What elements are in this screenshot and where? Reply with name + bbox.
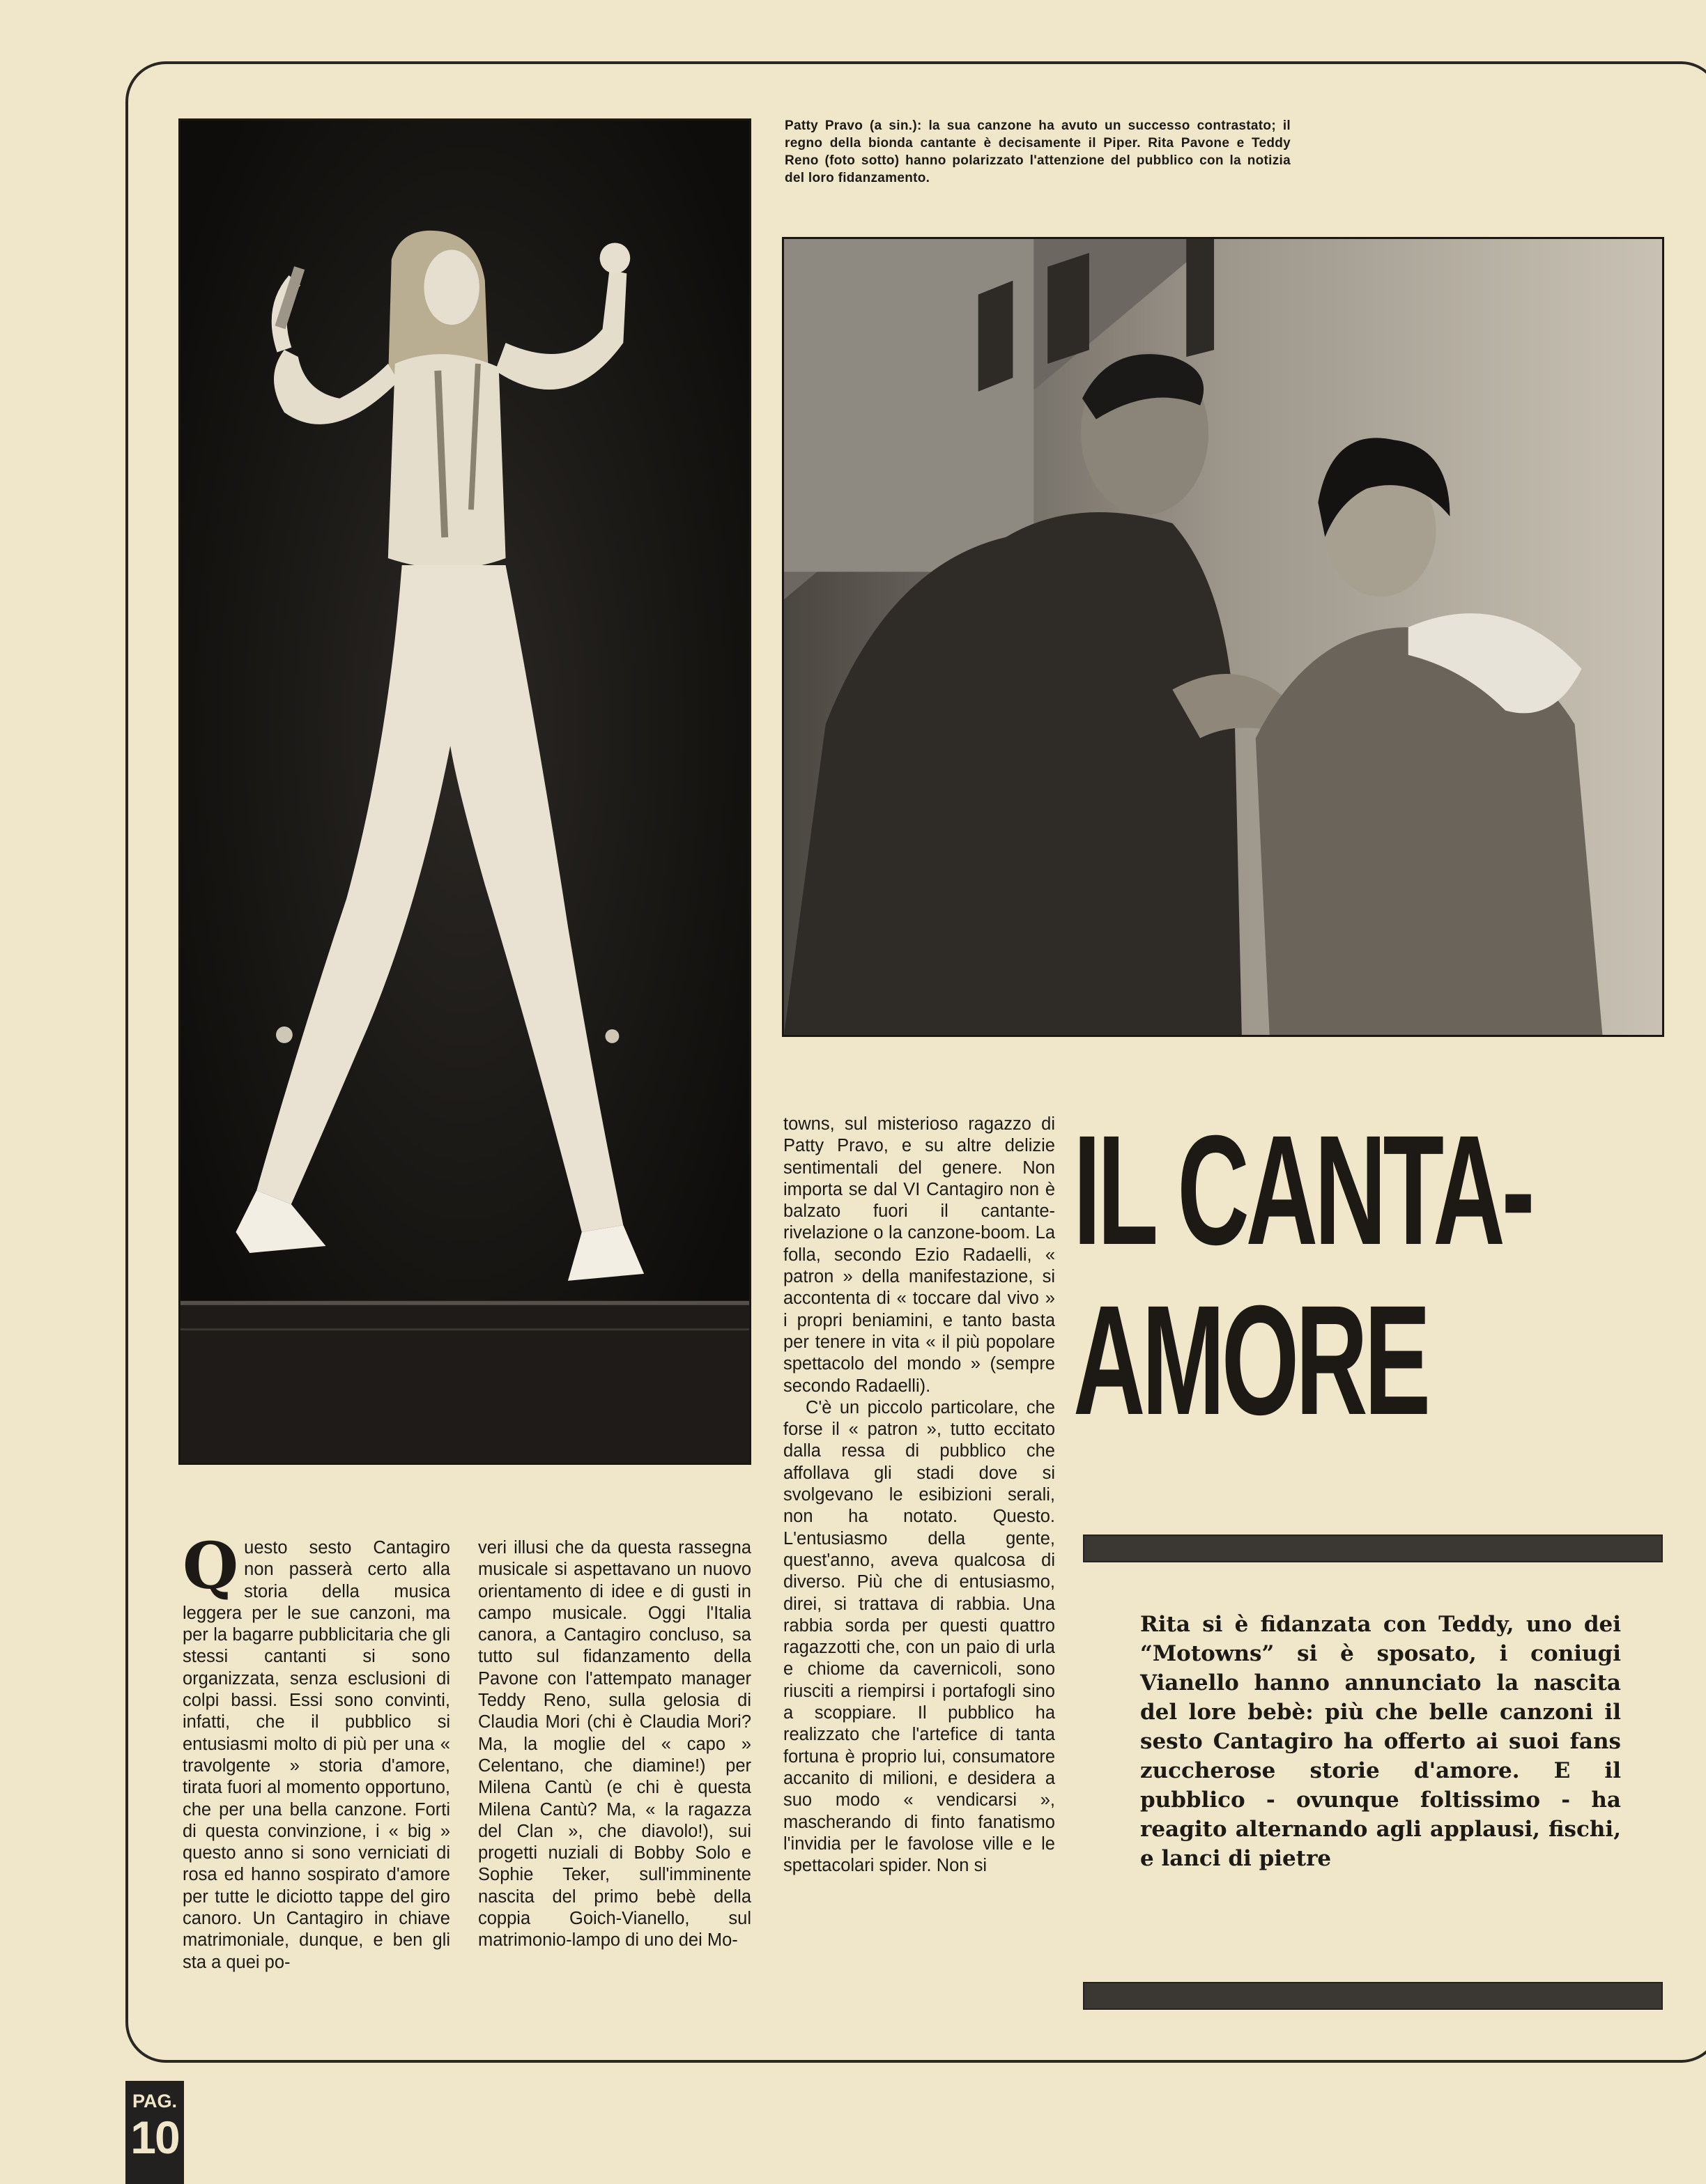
headline-line-1: IL CANTA- bbox=[1073, 1103, 1532, 1277]
rule-bar-top bbox=[1083, 1535, 1663, 1562]
article-column-2 bbox=[478, 1537, 751, 1952]
photo-caption: Patty Pravo (a sin.): la sua canzone ha avuto un successo contrastato; il regno della bionda cantante è decisamente il Piper. Rita Pavone e Teddy Reno (foto sotto) hanno polarizzato l'attenzione del pubblico con la notizia del loro fidanzamento. bbox=[785, 118, 1291, 185]
drop-cap: Q bbox=[183, 1528, 239, 1604]
page-number: 10 bbox=[130, 2112, 179, 2163]
page-number-tab bbox=[125, 2081, 184, 2184]
article-column-1 bbox=[183, 1528, 450, 1974]
article-column-3-paragraph-1: towns, sul misterioso ragazzo di Patty Pravo, e su altre delizie sentimentali del genere. Non importa se dal VI Cantagiro non è balzato fuori il cantante-rivelazione o la canzone-boom. La folla, secondo Ezio Radaelli, « patron » della manifestazione, si accontenta di « toccare dal vivo » i propri beniamini, e tanto basta per tenere in vita « il più popolare spettacolo del mondo » (sempre secondo Radaelli). bbox=[783, 1114, 1055, 1396]
article-column-2-text: veri illusi che da questa rassegna musicale si aspettavano un nuovo orientamento di idee e di gusti in campo musicale. Oggi l'Italia canora, a Cantagiro concluso, sa tutto sul fidanzamento della Pavone con l'attempato manager Teddy Reno, sulla gelosia di Claudia Mori (chi è Claudia Mori? Ma, la moglie del « capo » Celentano, che diamine!) per Milena Cantù (e chi è questa Milena Cantù? Ma, « la ragazza del Clan », che diavolo!), sui progetti nuziali di Bobby Solo e Sophie Teker, sull'imminente nascita del primo bebè della coppia Goich-Vianello, sul matrimonio-lampo di uno dei Mo- bbox=[478, 1538, 751, 1951]
standfirst: Rita si è fidanzata con Teddy, uno dei “Motowns” si è sposato, i coniugi Vianello hanno annunciato la nascita del lore bebè: più che belle canzoni il sesto Cantagiro ha offerto ai suoi fans zuccherose storie d'amore. E il pubblico - ovunque foltissimo - ha reagito alternando agli applausi, fischi, e lanci di pietre bbox=[1140, 1612, 1621, 1871]
photo-patty-pravo bbox=[178, 118, 751, 1465]
article-column-3-paragraph-2: C'è un piccolo particolare, che forse il « patron », tutto eccitato dalla ressa di pubblico che affollava gli stadi dove si svolgevano le esibizioni serali, non ha notato. Questo. L'entusiasmo della gente, quest'anno, aveva qualcosa di diverso. Più che di entusiasmo, direi, si trattava di rabbia. Una rabbia sorda per questi quattro ragazzotti che, con un paio di urla e chiome da cavernicoli, sono riusciti a riempirsi i portafogli sino a scoppiare. Il pubblico ha realizzato che l'artefice di tanta fortuna è proprio lui, consumatore accanito di milioni, e desidera a suo modo « vendicarsi », mascherando di finto fanatismo l'invidia per le favolose ville e le spettacolari spider. Non si bbox=[783, 1397, 1055, 1876]
article-column-1-text: uesto sesto Cantagiro non passerà certo alla storia della musica leggera per le sue canzoni, ma per la bagarre pubblicitaria che gli stessi cantanti si sono organizzata, senza esclusioni di colpi bassi. Essi sono convinti, infatti, che il pubblico si entusiasmi molto di più per una « travolgente » storia d'amore, tirata fuori al momento opportuno, che per una bella canzone. Forti di questa convinzione, i « big » questo anno si sono verniciati di rosa ed hanno sospirato d'amore per tutte le diciotto tappe del giro canoro. Un Cantagiro in chiave matrimoniale, dunque, e ben gli sta a quei po- bbox=[183, 1538, 450, 1972]
headline-line-2: AMORE bbox=[1073, 1273, 1428, 1447]
photo-rita-pavone-teddy-reno bbox=[782, 237, 1664, 1037]
page-label: PAG. bbox=[132, 2091, 177, 2112]
article-column-3 bbox=[783, 1114, 1055, 1877]
rule-bar-bottom bbox=[1083, 1982, 1663, 2010]
headline bbox=[1073, 1103, 1532, 1447]
